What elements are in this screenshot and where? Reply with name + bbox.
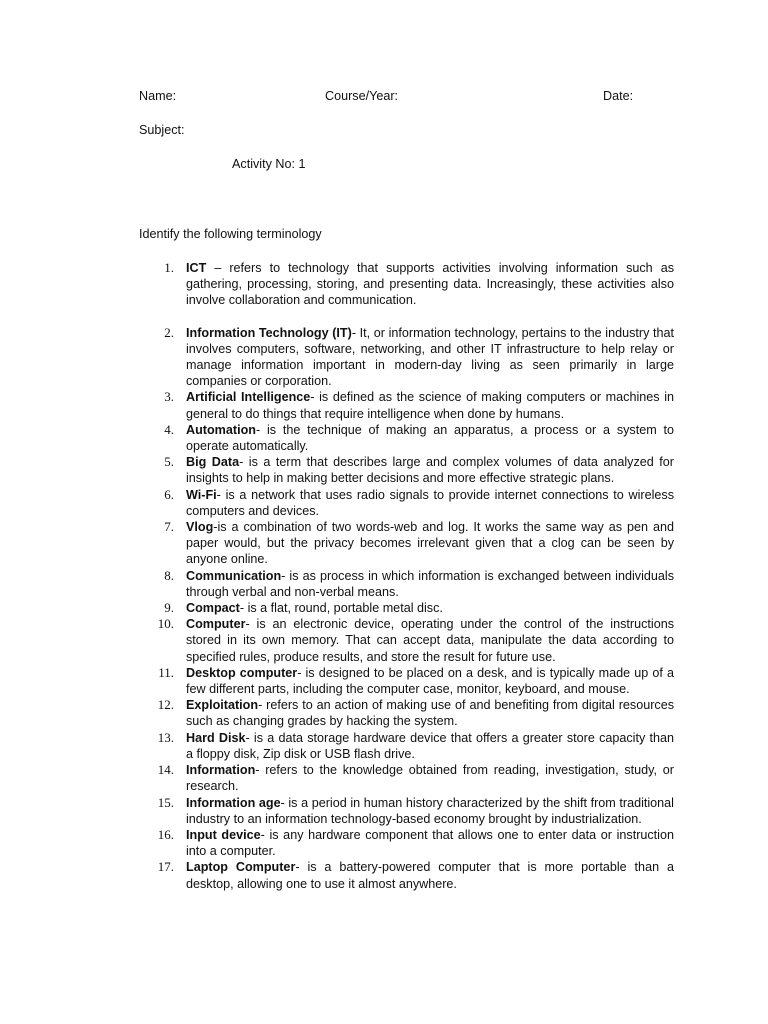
term-name: Exploitation (186, 698, 259, 713)
term-name: Laptop Computer (186, 860, 296, 875)
list-item (139, 730, 674, 762)
term-name: Hard Disk (186, 730, 246, 745)
item-number: 8. (164, 567, 174, 583)
list-item (139, 422, 674, 454)
item-number: 15. (157, 794, 174, 810)
term-definition: - refers to the knowledge obtained from reading, investigation, study, or research. (186, 763, 674, 794)
term-definition: – refers to technology that supports activities involving information such as gathering, processing, storing, and presenting data. Increasingly, these activities also involve collaboration and communication. (186, 261, 674, 308)
term-definition: - refers to an action of making use of and benefiting from digital resources such as changing grades by hacking the system. (186, 698, 674, 729)
term-definition: - is as process in which information is exchanged between individuals through verbal and non-verbal means. (186, 568, 674, 599)
terminology-list (139, 260, 674, 892)
list-item (139, 616, 674, 665)
term-name: Information (186, 763, 256, 778)
term-name: Communication (186, 568, 282, 583)
item-number: 2. (164, 324, 174, 340)
term-name: ICT (186, 261, 207, 275)
term-definition: - is an electronic device, operating under the control of the instructions stored in its own memory. That can accept data, manipulate the data according to specified rules, produce results, and store the result for future use. (186, 617, 674, 664)
list-item (139, 859, 674, 891)
term-name: Compact (186, 601, 240, 616)
item-number: 14. (157, 762, 174, 778)
term-name: Wi-Fi (186, 487, 217, 502)
term-definition: - is a data storage hardware device that offers a greater store capacity than a floppy disk, Zip disk or USB flash drive. (186, 730, 674, 761)
list-item (139, 568, 674, 600)
term-definition: - is defined as the science of making computers or machines in general to do things that require intelligence when done by humans. (186, 390, 674, 421)
item-number: 4. (164, 421, 174, 437)
item-number: 11. (158, 664, 174, 680)
activity-number: Activity No: 1 (232, 157, 306, 171)
name-label: Name: (139, 89, 177, 103)
list-item (139, 665, 674, 697)
term-definition: - is a period in human history characterized by the shift from traditional industry to an information technology-based economy brought by industrialization. (186, 795, 674, 826)
list-item (139, 454, 674, 486)
term-definition: - is a term that describes large and complex volumes of data analyzed for insights to help in making better decisions and more effective strategic plans. (186, 455, 674, 486)
term-name: Big Data (186, 455, 240, 470)
term-name: Information Technology (IT) (186, 325, 352, 340)
list-item (139, 325, 674, 390)
term-definition: - is a network that uses radio signals to provide internet connections to wireless computers and devices. (186, 487, 674, 518)
term-name: Information age (186, 795, 281, 810)
term-name: Input device (186, 827, 261, 842)
list-item (139, 827, 674, 859)
subject-label: Subject: (139, 123, 185, 137)
list-item (139, 519, 674, 568)
term-name: Desktop computer (186, 665, 298, 680)
item-number: 7. (164, 519, 174, 535)
item-number: 9. (164, 600, 174, 616)
list-item (139, 389, 674, 421)
term-name: Artificial Intelligence (186, 390, 311, 405)
item-number: 16. (157, 826, 174, 842)
list-item (139, 487, 674, 519)
item-number: 5. (164, 454, 174, 470)
item-number: 13. (157, 729, 174, 745)
term-definition: - is a battery-powered computer that is more portable than a desktop, allowing one to use it almost anywhere. (186, 860, 674, 891)
list-item (139, 260, 674, 309)
term-definition: - is designed to be placed on a desk, and is typically made up of a few different parts, including the computer case, monitor, keyboard, and mouse. (186, 665, 674, 697)
term-definition: - is any hardware component that allows one to enter data or instruction into a computer. (186, 827, 674, 859)
item-number: 17. (157, 859, 174, 875)
item-number: 12. (157, 697, 174, 713)
term-definition: - is the technique of making an apparatus, a process or a system to operate automatically. (186, 422, 674, 454)
term-name: Computer (186, 617, 246, 632)
list-item (139, 795, 674, 827)
item-number: 10. (157, 616, 174, 632)
course-year-label: Course/Year: (325, 89, 399, 103)
item-number: 3. (164, 389, 174, 405)
term-definition: - It, or information technology, pertains to the industry that involves computers, software, networking, and other IT infrastructure to help relay or manage information important in modern-day living as seen primarily in large companies or corporation. (186, 325, 675, 389)
term-definition: - is a flat, round, portable metal disc. (239, 601, 443, 616)
item-number: 6. (164, 486, 174, 502)
list-item (139, 600, 674, 616)
term-name: Automation (186, 422, 256, 437)
date-label: Date: (603, 89, 634, 103)
term-definition: -is a combination of two words-web and log. It works the same way as pen and paper would, but the privacy becomes irrelevant given that a clog can be seen by anyone online. (186, 520, 674, 567)
list-item (139, 762, 674, 794)
instructions: Identify the following terminology (139, 227, 322, 241)
item-number: 1. (164, 260, 174, 275)
list-item (139, 697, 674, 729)
term-name: Vlog (186, 520, 214, 535)
